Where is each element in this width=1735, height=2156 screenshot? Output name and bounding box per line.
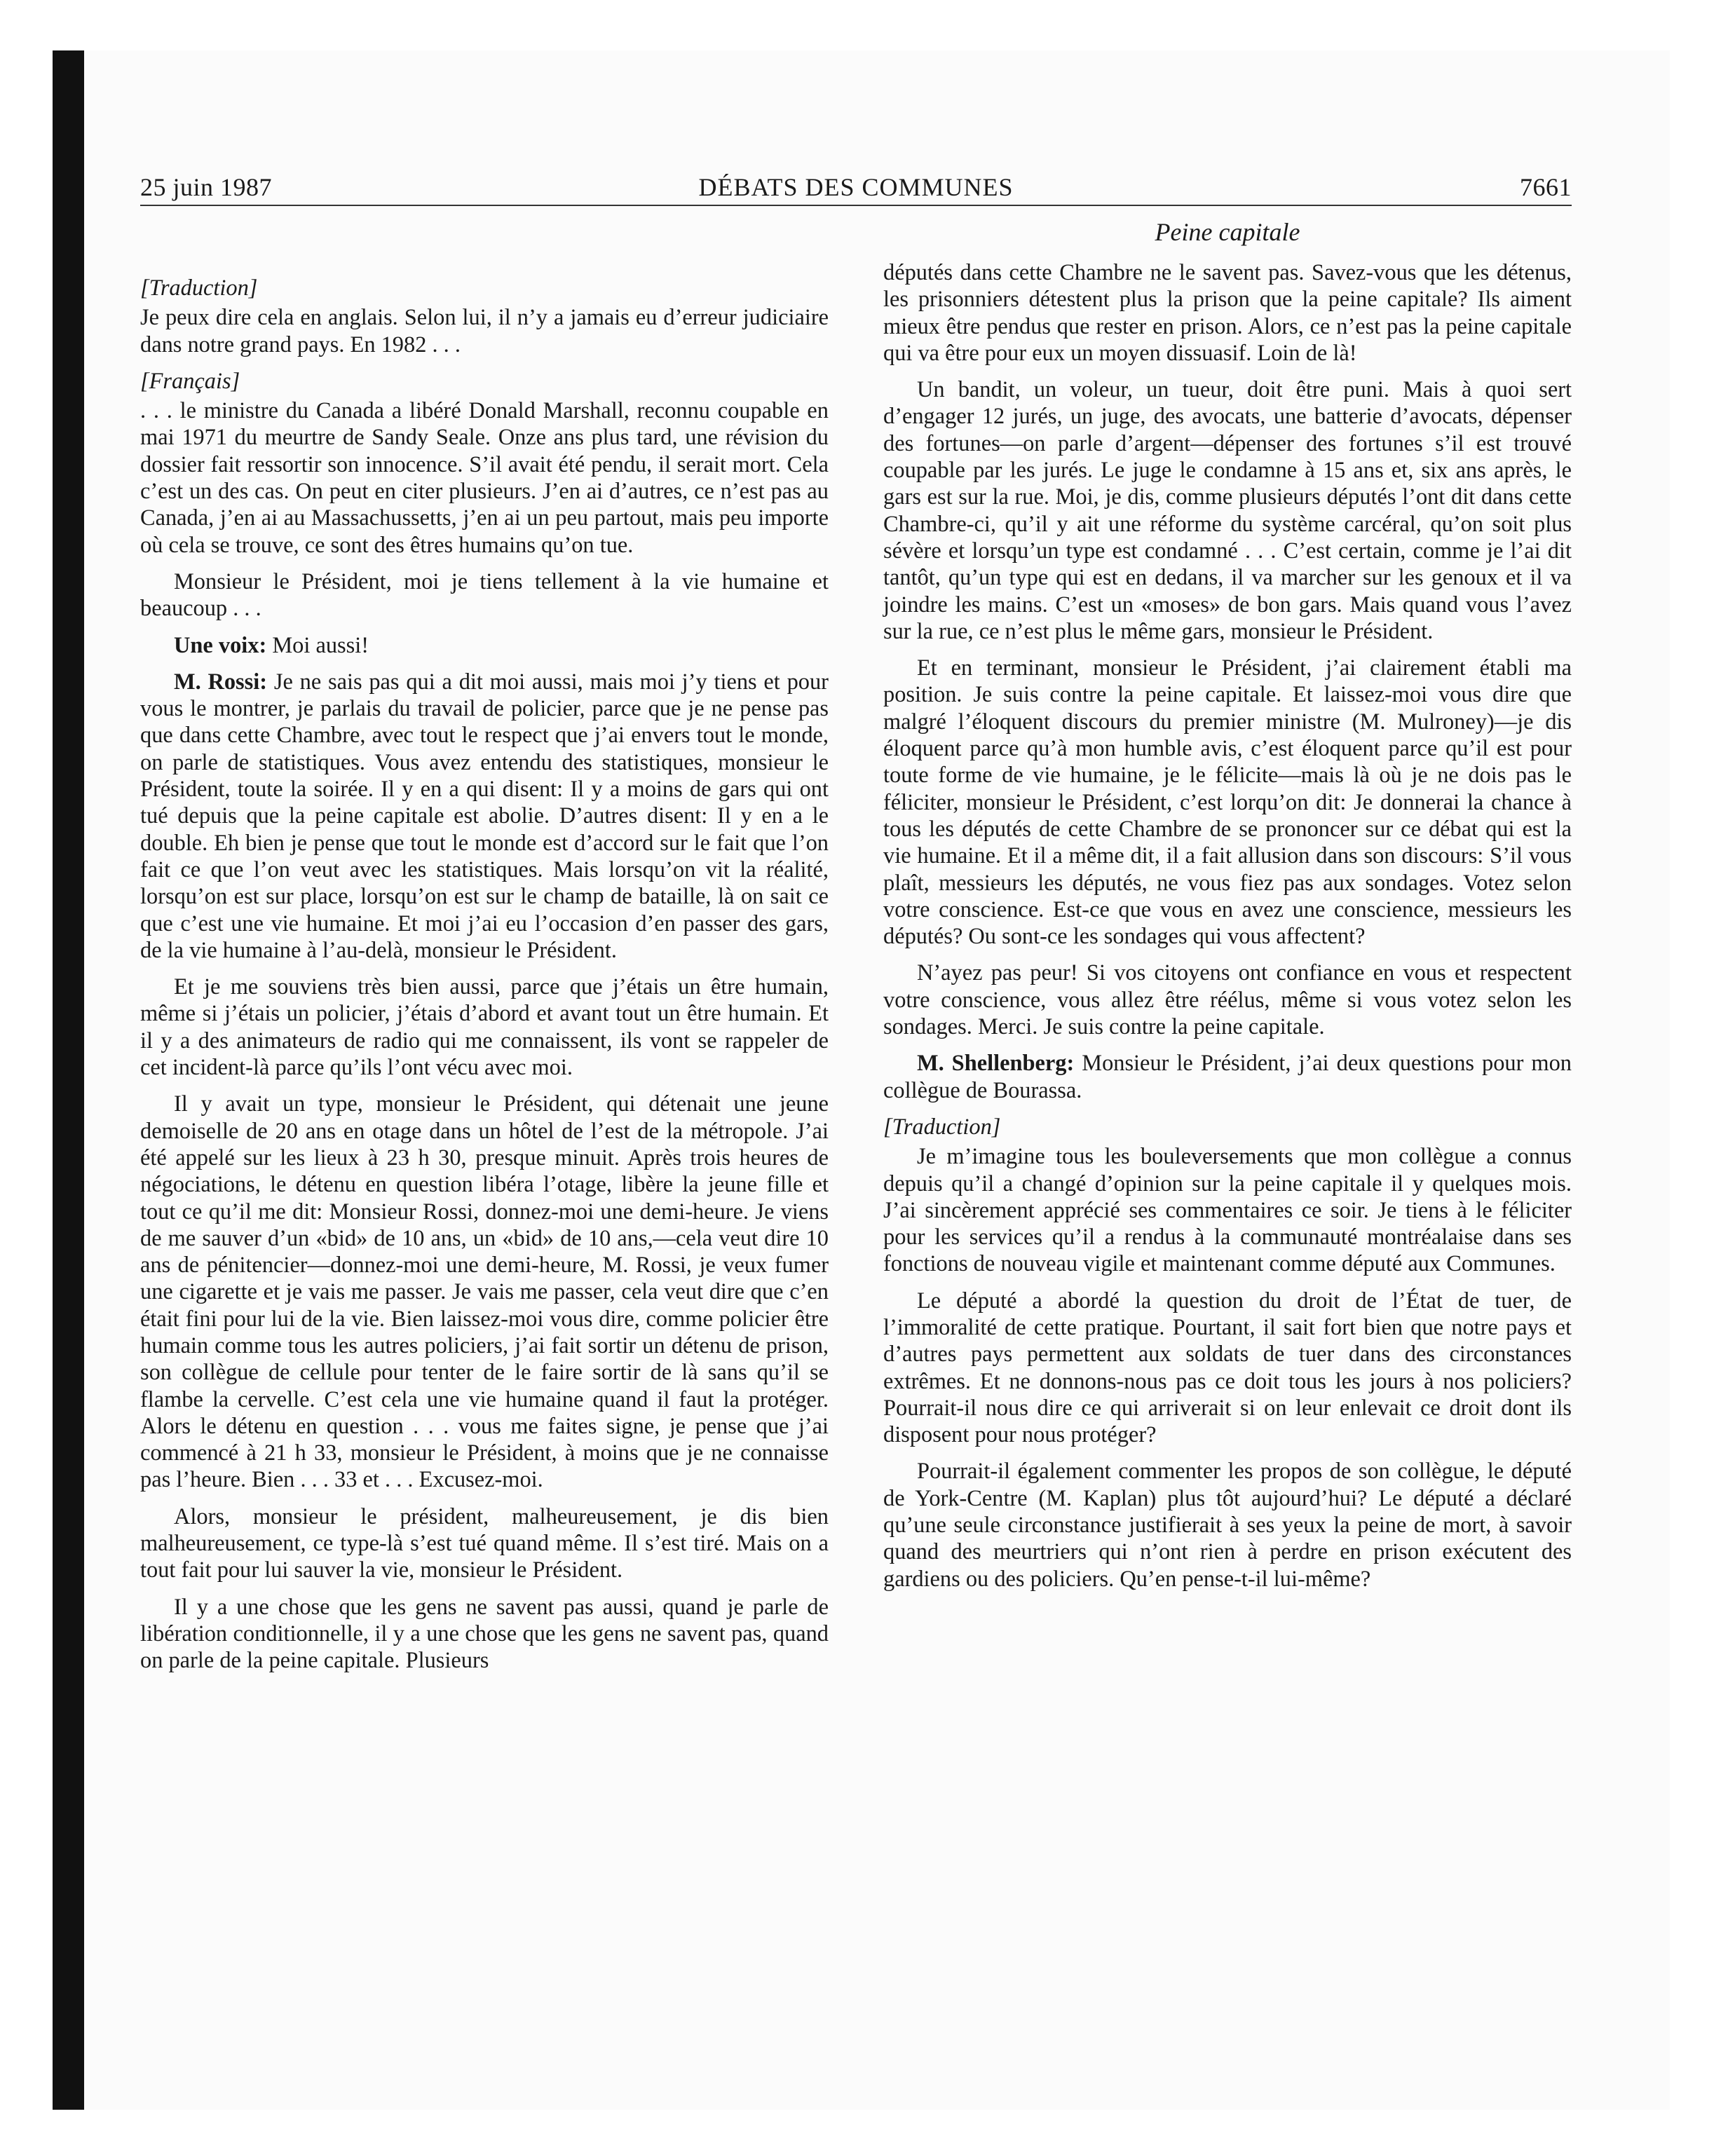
speaker-name: M. Rossi: [174, 669, 268, 695]
speaker-name: Une voix: [174, 632, 267, 658]
paragraph: Je m’imagine tous les bouleversements que mon collègue a connus depuis qu’il a changé d’opinion sur la peine capitale il y quelques mois. J’ai sincèrement apprécié ses commentaires ce soir. Je tiens à le féliciter pour les services qu’il a rendus à la communauté montréalaise dans ses fonctions de nouveau vigile et maintenant comme député aux Communes. [883, 1144, 1572, 1277]
paragraph: Le député a abordé la question du droit de l’État de tuer, de l’immoralité de cette pratique. Pourtant, il sait fort bien que notre pays et d’autres pays permettent aux soldats de tuer dans des circonstances extrêmes. Et ne donnons-nous pas ce doit tous les jours à nos policiers? Pourrait-il nous dire ce qui arriverait si on leur enlevait ce droit dont ils disposent pour nous protéger? [883, 1288, 1572, 1448]
paragraph: Monsieur le Président, moi je tiens tellement à la vie humaine et beaucoup . . . [140, 568, 829, 622]
speaker-name: M. Shellenberg: [917, 1051, 1075, 1077]
paragraph: Il y a une chose que les gens ne savent pas aussi, quand je parle de libération conditionnelle, il y a une chose que les gens ne savent pas, quand on parle de la peine capitale. Plusieurs [140, 1594, 829, 1674]
scan-binding-edge [53, 50, 84, 2110]
running-head [140, 167, 1572, 207]
paragraph: N’ayez pas peur! Si vos citoyens ont confiance en vous et respectent votre conscience, vous allez être réélus, même si vous votez selon les sondages. Merci. Je suis contre la peine capitale. [883, 960, 1572, 1040]
language-tag: [Traduction] [140, 275, 258, 301]
left-column [140, 275, 829, 1684]
paragraph: Et je me souviens très bien aussi, parce que j’étais un être humain, même si j’étais un policier, j’étais d’abord et avant tout un être humain. Et il y a des animateurs de radio qui me connaissent, ils vont se rappeler de cet incident-là parce qu’ils l’ont vécu avec moi. [140, 974, 829, 1081]
speech-paragraph [883, 1050, 1572, 1104]
speech-paragraph [140, 669, 829, 964]
speech-text: Je ne sais pas qui a dit moi aussi, mais moi j’y tiens et pour vous le montrer, je parlais du travail de policier, parce que je ne pense pas que dans cette Chambre, avec tout le respect que j’ai envers tout le monde, on parle de statistiques. Vous avez entendu des statistiques, monsieur le Président, toute la soirée. Il y en a qui disent: Il y a moins de gars qui ont tué depuis que la peine capitale est abolie. D’autres disent: Il y en a le double. Eh bien je pense que tout le monde est d’accord sur le fait que l’on fait ce que l’on veut avec les statistiques. Mais lorsqu’on vit la réalité, lorsqu’on est sur place, lorsqu’on est sur le champ de bataille, là on sait ce que c’est une vie humaine. Et moi j’ai eu l’occasion d’en passer des gars, de la vie humaine à l’au-delà, monsieur le Président. [140, 669, 829, 963]
page-number: 7661 [1520, 173, 1572, 201]
paragraph: députés dans cette Chambre ne le savent pas. Savez-vous que les détenus, les prisonniers détestent plus la prison que la peine capitale? Ils aiment mieux être pendus que rester en prison. Alors, ce n’est pas la peine capitale qui va être pour eux un moyen dissuasif. Loin de là! [883, 260, 1572, 366]
header-title: DÉBATS DES COMMUNES [698, 173, 1014, 201]
language-tag: [Français] [140, 368, 240, 394]
speech-paragraph [140, 632, 829, 659]
speech-text: Moi aussi! [272, 632, 369, 658]
header-date: 25 juin 1987 [140, 173, 273, 201]
paragraph: Alors, monsieur le président, malheureusement, je dis bien malheureusement, ce type-là s’est tué quand même. Il s’est tiré. Mais on a tout fait pour lui sauver la vie, monsieur le Président. [140, 1503, 829, 1583]
paragraph: Il y avait un type, monsieur le Président, qui détenait une jeune demoiselle de 20 ans en otage dans un hôtel de l’est de la métropole. J’ai été appelé sur les lieux à 23 h 30, presque minuit. Après trois heures de négociations, le détenu en question libéra l’otage, libère la jeune fille et tout ce qu’il me dit: Monsieur Rossi, donnez-moi une demi-heure. Je viens de me sauver d’un «bid» de 10 ans, un «bid» de 10 ans,—cela veut dire 10 ans de pénitencier—donnez-moi une demi-heure, M. Rossi, je veux fumer une cigarette et je vais me passer. Je vais me passer, cela veut dire que c’en était fini pour lui de la vie. Bien laissez-moi vous dire, comme policier être humain comme tous les autres policiers, j’ai fait sortir un détenu de prison, son collègue de cellule pour tenter de le faire sortir de là sans qu’il se flambe la cervelle. C’est cela une vie humaine quand il faut la protéger. Alors le détenu en question . . . vous me faites signe, je pense que j’ai commencé à 21 h 33, monsieur le Président, à moins que je ne connaisse pas l’heure. Bien . . . 33 et . . . Excusez-moi. [140, 1091, 829, 1493]
paragraph: . . . le ministre du Canada a libéré Donald Marshall, reconnu coupable en mai 1971 du meurtre de Sandy Seale. Onze ans plus tard, une révision du dossier fait ressortir son innocence. S’il avait été pendu, il serait mort. Cela c’est un des cas. On peut en citer plusieurs. J’en ai d’autres, ce n’est pas au Canada, j’en ai au Massachussetts, j’en ai un peu partout, mais peu importe où cela se trouve, ce sont des êtres humains qu’on tue. [140, 398, 829, 558]
speech-text: Monsieur le Président, j’ai deux questions pour mon collègue de Bourassa. [883, 1051, 1572, 1103]
paragraph: Je peux dire cela en anglais. Selon lui, il n’y a jamais eu d’erreur judiciaire dans notre grand pays. En 1982 . . . [140, 305, 829, 357]
language-tag: [Traduction] [883, 1114, 1001, 1140]
paragraph: Un bandit, un voleur, un tueur, doit être puni. Mais à quoi sert d’engager 12 jurés, un juge, des avocats, une batterie d’avocats, dépenser des fortunes—on parle d’argent—dépenser des fortunes s’il est trouvé coupable par les jurés. Le juge le condamne à 15 ans et, six ans après, le gars est sur la rue. Moi, je dis, comme plusieurs députés l’ont dit dans cette Chambre-ci, qu’il y ait une réforme du système carcéral, qu’on soit plus sévère et lorsqu’un type est condamné . . . C’est certain, comme je l’ai dit tantôt, qu’un type qui est en dedans, il va marcher sur les genoux et il va joindre les mains. C’est un «moses» de bon gars. Mais quand vous l’avez sur la rue, ce n’est plus le même gars, monsieur le Président. [883, 377, 1572, 644]
paragraph: Et en terminant, monsieur le Président, j’ai clairement établi ma position. Je suis contre la peine capitale. Et laissez-moi vous dire que malgré l’éloquent discours du premier ministre (M. Mulroney)—je dis éloquent parce qu’à mon humble avis, c’est éloquent parce qu’il est pour toute forme de vie humaine, je le félicite—mais là où je ne dois pas le féliciter, monsieur le Président, c’est lorqu’on dit: Je donnerai la chance à tous les députés de cette Chambre de se prononcer sur ce débat qui est la vie humaine. Et il a même dit, il a fait allusion dans son discours: S’il vous plaît, messieurs les députés, ne vous fiez pas aux sondages. Votez selon votre conscience. Est-ce que vous en avez une conscience, messieurs les députés? Ou sont-ce les sondages qui vous affectent? [883, 655, 1572, 950]
right-column [883, 259, 1572, 1602]
header-rule [140, 205, 1572, 206]
section-title: Peine capitale [1155, 218, 1300, 246]
paragraph: Pourrait-il également commenter les propos de son collègue, le député de York-Centre (M. Kaplan) plus tôt aujourd’hui? Le député a déclaré qu’une seule circonstance justifierait à ses yeux la peine de mort, à savoir quand des meurtriers qui n’ont rien à perdre en prison exécutent des gardiens ou des policiers. Qu’en pense-t-il lui-même? [883, 1459, 1572, 1592]
